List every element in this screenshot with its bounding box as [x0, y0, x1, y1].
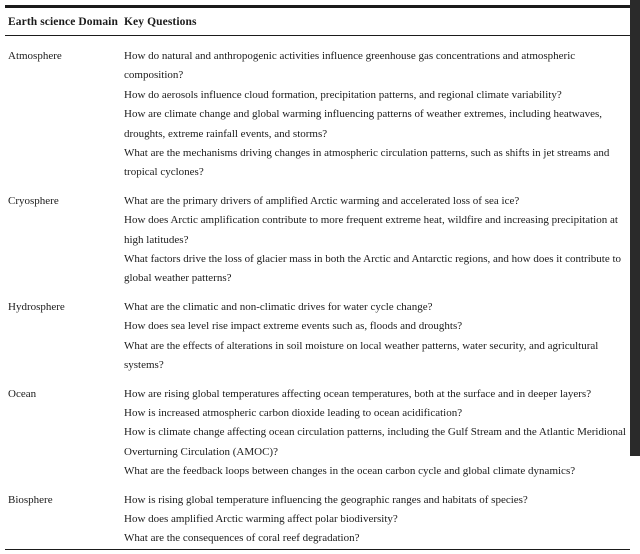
table-row [5, 482, 630, 550]
question-list [121, 385, 630, 482]
bottom-rule-cell-domain [5, 549, 121, 554]
domain-label: Ocean [8, 387, 37, 400]
question-list [121, 491, 630, 549]
question-item: What are the effects of alterations in soil moisture on local weather patterns, water security, and agricultural systems? [124, 339, 599, 372]
questions-cell [121, 183, 630, 289]
question-item: How does Arctic amplification contribute to more frequent extreme heat, wildfire and increasing precipitation at high latitudes? [124, 214, 618, 246]
column-header-domain: Earth science Domain [5, 7, 121, 36]
bottom-rule-cell-questions [121, 549, 630, 554]
domain-cell [5, 36, 121, 183]
domain-label: Cryosphere [8, 194, 59, 207]
table-header [5, 0, 630, 36]
questions-cell [121, 36, 630, 183]
table-container [5, 0, 630, 545]
question-list [121, 192, 630, 289]
domain-cell [5, 482, 121, 550]
question-item: How are climate change and global warming influencing patterns of weather extremes, including heatwaves, droughts, extreme rainfall events, and storms? [124, 108, 603, 140]
column-header-row [5, 7, 630, 36]
domain-cell [5, 376, 121, 482]
questions-cell [121, 482, 630, 550]
question-item: How does sea level rise impact extreme events such as, floods and droughts? [124, 320, 463, 333]
table-row [5, 36, 630, 183]
question-item: What are the feedback loops between changes in the ocean carbon cycle and global climate dynamics? [124, 465, 576, 478]
table-body [5, 36, 630, 554]
domain-label: Hydrosphere [8, 300, 65, 313]
question-list [121, 47, 630, 183]
domain-cell [5, 289, 121, 376]
table-row [5, 376, 630, 482]
question-item: How does amplified Arctic warming affect polar biodiversity? [124, 512, 398, 525]
table-row [5, 289, 630, 376]
domain-cell [5, 183, 121, 289]
question-item: What are the mechanisms driving changes in atmospheric circulation patterns, such as shifts in jet streams and tropical cyclones? [124, 147, 610, 179]
table-bottom-rule [5, 549, 630, 554]
domain-label: Atmosphere [8, 50, 62, 62]
questions-cell [121, 376, 630, 482]
question-item: What are the climatic and non-climatic drives for water cycle change? [124, 300, 433, 313]
question-item: How are rising global temperatures affecting ocean temperatures, both at the surface and in deeper layers? [124, 387, 592, 400]
domain-label: Biosphere [8, 493, 53, 506]
scan-edge-artifact [630, 0, 640, 456]
table-row [5, 183, 630, 289]
questions-cell [121, 289, 630, 376]
question-item: How is increased atmospheric carbon dioxide leading to ocean acidification? [124, 406, 463, 419]
question-item: How do aerosols influence cloud formation, precipitation patterns, and regional climate variability? [124, 88, 562, 101]
question-item: How is rising global temperature influencing the geographic ranges and habitats of species? [124, 493, 528, 506]
column-header-questions: Key Questions [121, 7, 630, 36]
question-list [121, 298, 630, 376]
question-item: What are the primary drivers of amplified Arctic warming and accelerated loss of sea ice? [124, 194, 520, 207]
question-item: How is climate change affecting ocean circulation patterns, including the Gulf Stream and the Atlantic Meridional Overturning Circulation (AMOC)? [124, 426, 626, 458]
question-item: How do natural and anthropogenic activities influence greenhouse gas concentrations and atmospheric composition? [124, 50, 576, 82]
question-item: What are the consequences of coral reef degradation? [124, 532, 360, 545]
question-item: What factors drive the loss of glacier mass in both the Arctic and Antarctic regions, and how does it contribute to global weather patterns? [124, 253, 622, 285]
earth-science-questions-table [5, 0, 630, 554]
